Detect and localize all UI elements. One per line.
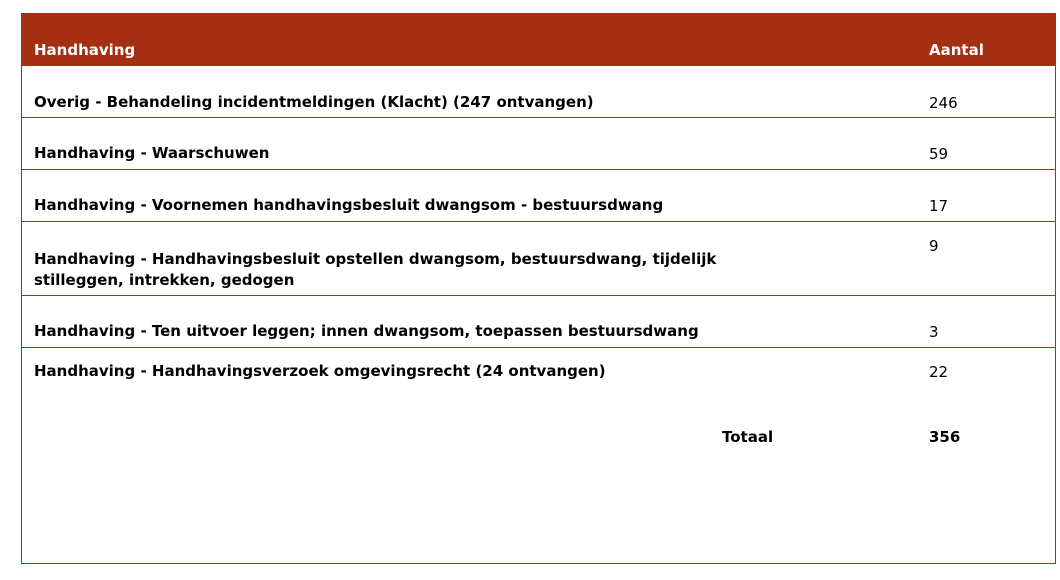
table-header xyxy=(22,13,1055,66)
table-row xyxy=(22,118,1055,170)
row-count: 17 xyxy=(929,197,949,215)
row-count: 3 xyxy=(929,323,939,341)
row-label: Handhaving - Handhavingsverzoek omgevingsrecht (24 ontvangen) xyxy=(34,362,606,380)
header-count: Aantal xyxy=(929,41,984,59)
table-row xyxy=(22,66,1055,118)
enforcement-table xyxy=(21,13,1056,564)
total-value: 356 xyxy=(929,428,961,446)
row-count: 22 xyxy=(929,363,949,381)
total-label: Totaal xyxy=(722,428,774,446)
row-count: 59 xyxy=(929,145,949,163)
row-count: 246 xyxy=(929,94,958,112)
table-row xyxy=(22,170,1055,222)
table-row xyxy=(22,222,1055,296)
row-count: 9 xyxy=(929,237,939,255)
row-label: Handhaving - Voornemen handhavingsbesluit dwangsom - bestuursdwang xyxy=(34,196,664,214)
row-label: Handhaving - Handhavingsbesluit opstellen dwangsom, bestuursdwang, tijdelijk stilleggen, intrekken, gedogen xyxy=(34,250,717,289)
row-label: Handhaving - Ten uitvoer leggen; innen dwangsom, toepassen bestuursdwang xyxy=(34,322,699,340)
table-row xyxy=(22,348,1055,408)
row-label: Handhaving - Waarschuwen xyxy=(34,144,270,162)
row-label: Overig - Behandeling incidentmeldingen (Klacht) (247 ontvangen) xyxy=(34,93,594,111)
header-label: Handhaving xyxy=(34,41,136,59)
table-row xyxy=(22,296,1055,348)
